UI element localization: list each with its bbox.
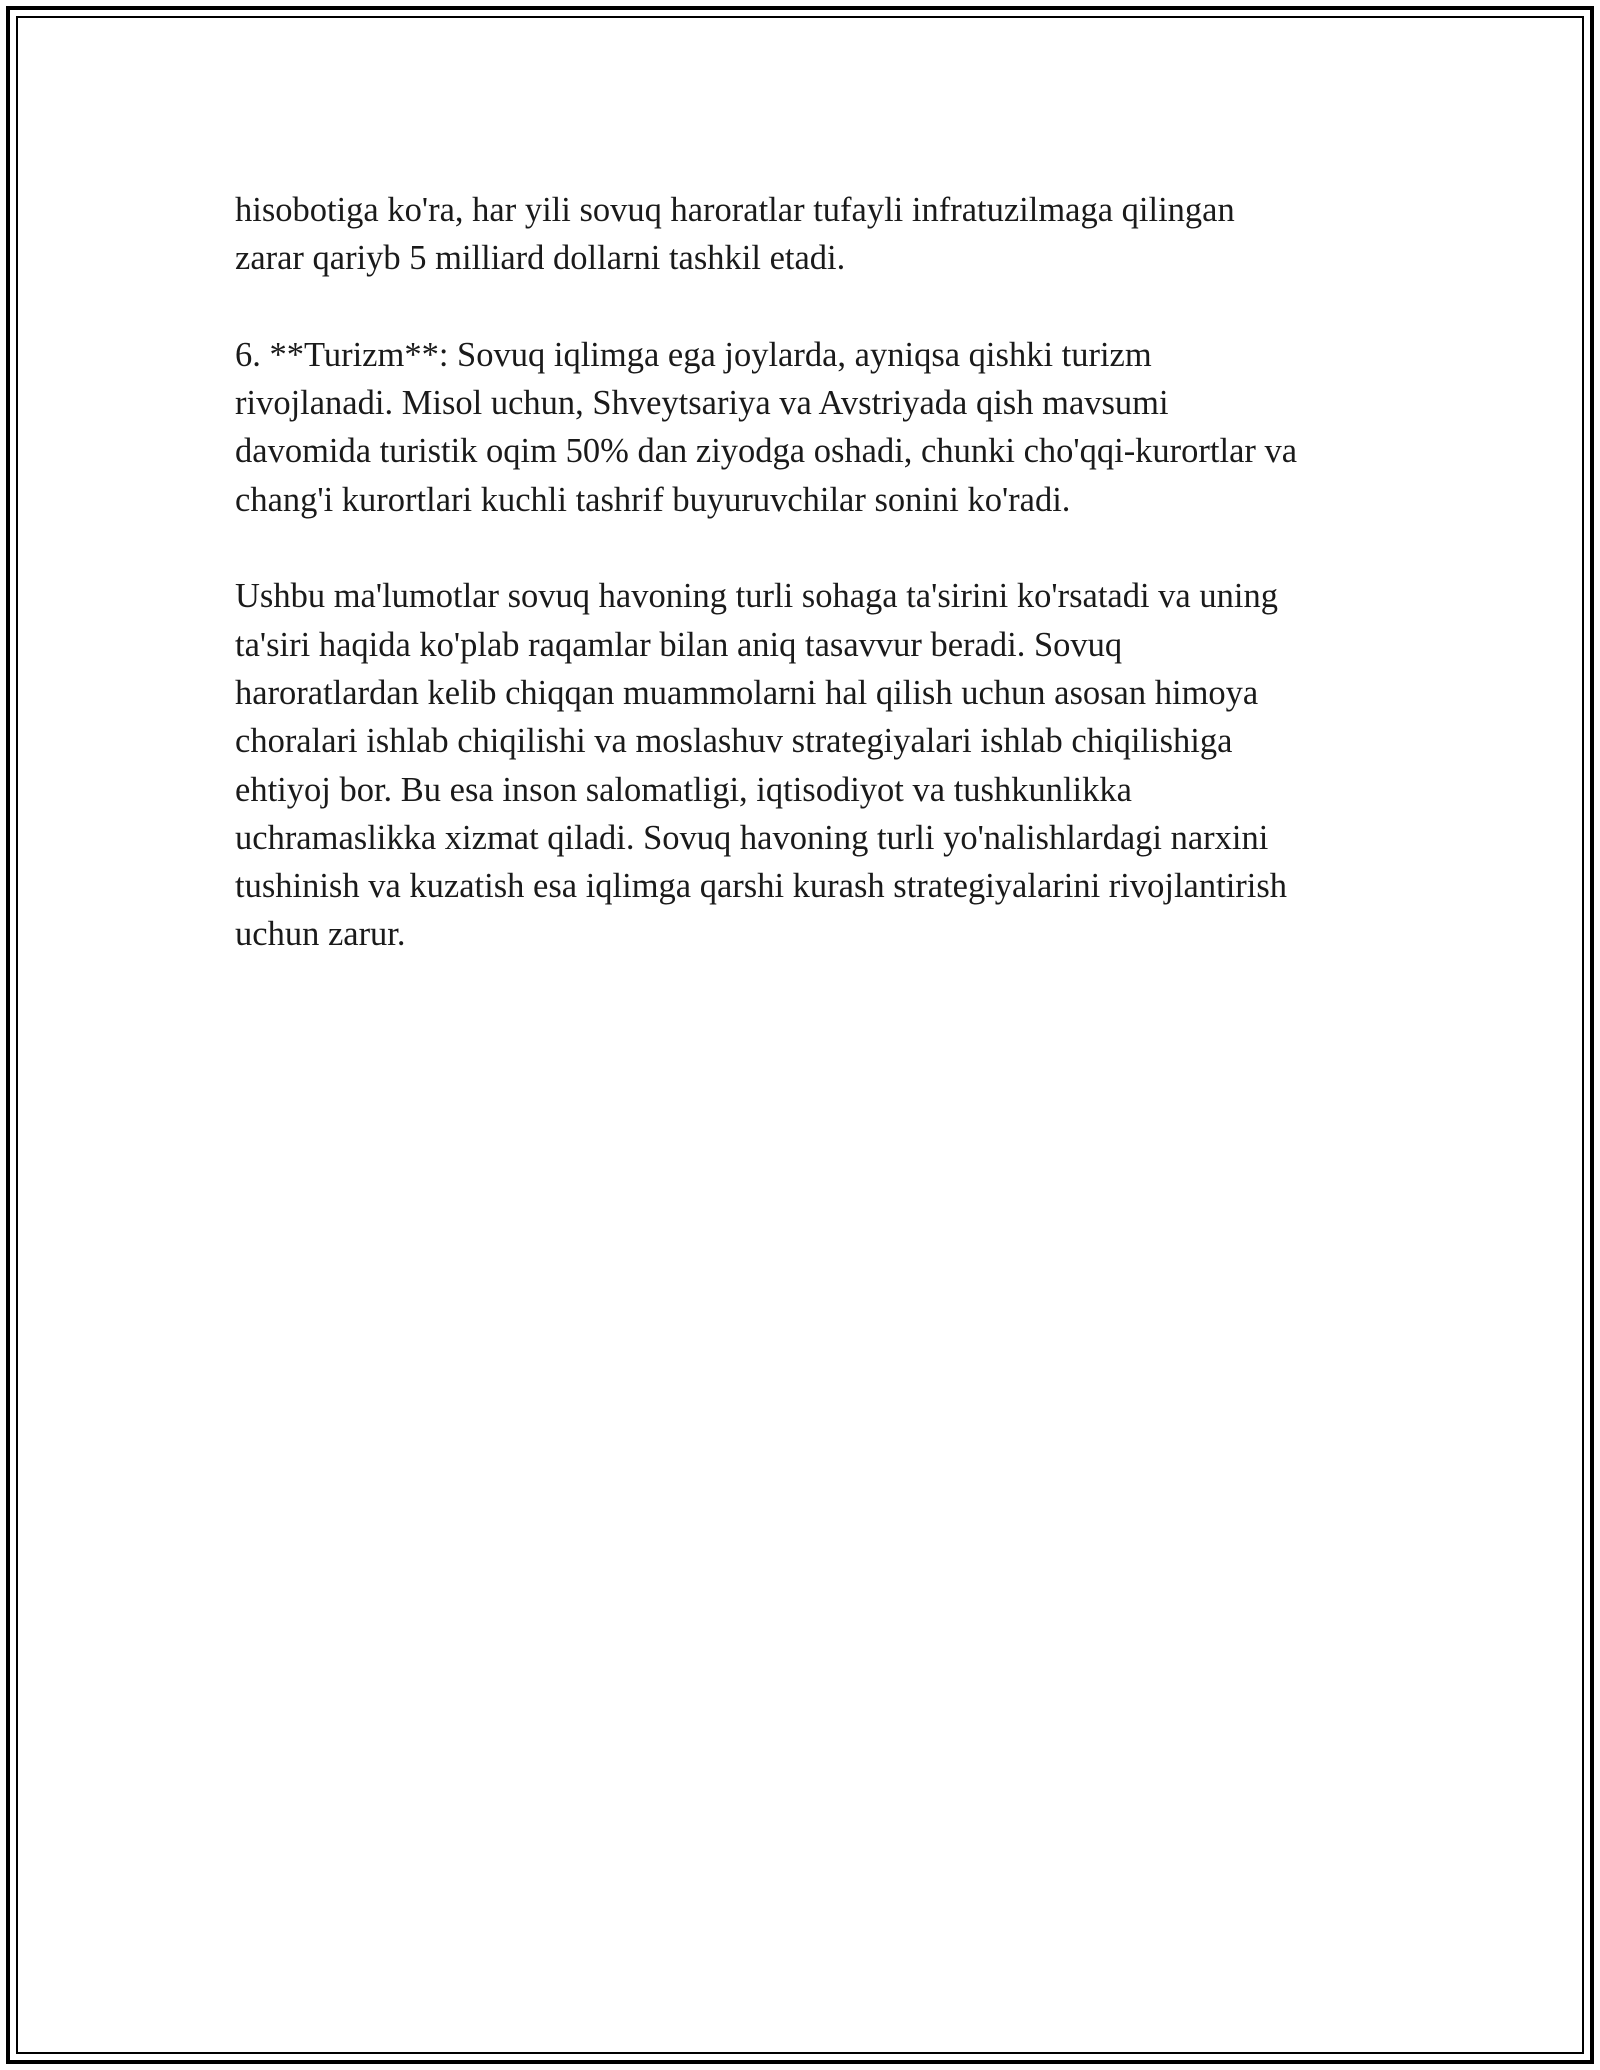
text-line: ta'siri haqida ko'plab raqamlar bilan aniq tasavvur beradi. Sovuq — [235, 625, 1123, 664]
text-line: ehtiyoj bor. Bu esa inson salomatligi, iqtisodiyot va tushkunlikka — [235, 770, 1132, 809]
text-line: rivojlanadi. Misol uchun, Shveytsariya va Avstriyada qish mavsumi — [235, 384, 1169, 423]
text-line: choralari ishlab chiqilishi va moslashuv strategiyalari ishlab chiqilishiga — [235, 722, 1233, 761]
text-line: Ushbu ma'lumotlar sovuq havoning turli sohaga ta'sirini ko'rsatadi va uning — [235, 577, 1278, 616]
text-line: chang'i kurortlari kuchli tashrif buyuruvchilar sonini ko'radi. — [235, 480, 1071, 519]
text-line: uchramaslikka xizmat qiladi. Sovuq havoning turli yo'nalishlardagi narxini — [235, 818, 1269, 857]
paragraph-infrastructure-continuation — [235, 186, 1385, 283]
paragraph-tourism — [235, 331, 1385, 524]
text-line: zarar qariyb 5 milliard dollarni tashkil etadi. — [235, 239, 846, 278]
text-line: tushinish va kuzatish esa iqlimga qarshi kurash strategiyalarini rivojlantirish — [235, 867, 1288, 906]
paragraph-conclusion — [235, 572, 1385, 958]
text-line: hisobotiga ko'ra, har yili sovuq haroratlar tufayli infratuzilmaga qilingan — [235, 191, 1235, 229]
text-line: davomida turistik oqim 50% dan ziyodga oshadi, chunki cho'qqi-kurortlar va — [235, 432, 1298, 471]
text-line: haroratlardan kelib chiqqan muammolarni hal qilish uchun asosan himoya — [235, 673, 1259, 712]
text-line: uchun zarur. — [235, 915, 406, 954]
text-line: 6. **Turizm**: Sovuq iqlimga ega joylarda, ayniqsa qishki turizm — [235, 335, 1152, 374]
document-body — [235, 186, 1385, 1007]
